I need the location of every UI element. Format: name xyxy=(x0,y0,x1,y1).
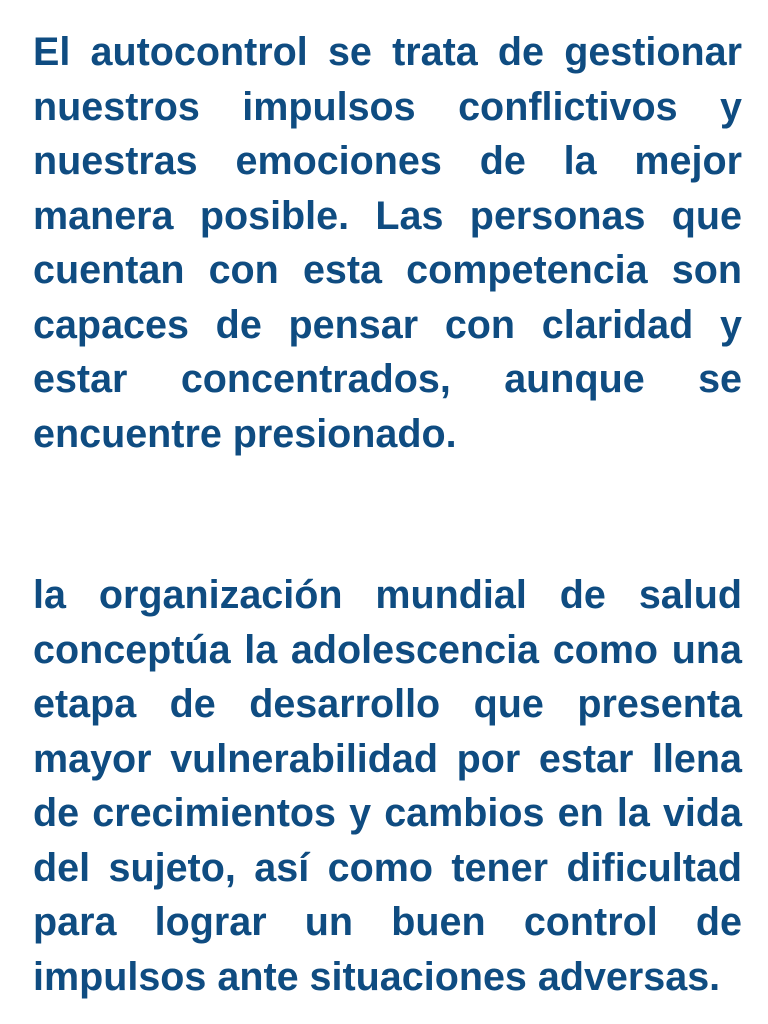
paragraph-adolescencia: la organización mundial de salud conceptúa la adolescencia como una etapa de desarrollo que presenta mayor vulnerabilidad por estar llena de crecimientos y cambios en la vida del sujeto, así como tener dificultad para lograr un buen control de impulsos ante situaciones adversas. xyxy=(33,573,742,999)
paragraph-autocontrol: El autocontrol se trata de gestionar nuestros impulsos conflictivos y nuestras emociones de la mejor manera posible. Las personas que cuentan con esta competencia son capaces de pensar con claridad y estar concentrados, aunque se encuentre presionado. xyxy=(33,30,742,456)
